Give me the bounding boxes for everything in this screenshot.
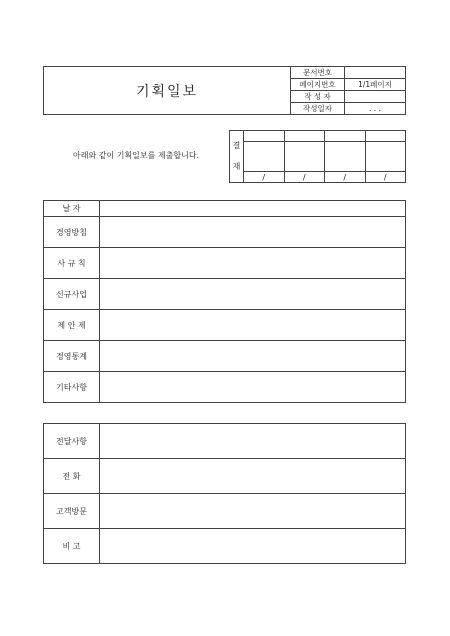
row-field-rules[interactable] bbox=[100, 248, 406, 279]
report-section-contact bbox=[43, 423, 406, 564]
approval-sign-1[interactable] bbox=[244, 142, 285, 172]
row-label-other: 기타사항 bbox=[44, 372, 100, 403]
approval-date-4[interactable]: / bbox=[365, 172, 406, 183]
doc-number-label: 문서번호 bbox=[291, 67, 345, 79]
row-label-policy: 경영방침 bbox=[44, 217, 100, 248]
page-number-label: 페이지번호 bbox=[291, 79, 345, 91]
row-field-statistics[interactable] bbox=[100, 341, 406, 372]
document-header bbox=[43, 66, 406, 115]
row-label-rules: 사 규 칙 bbox=[44, 248, 100, 279]
approval-sign-2[interactable] bbox=[284, 142, 325, 172]
row-label-new-business: 신규사업 bbox=[44, 279, 100, 310]
intro-text: 아래와 같이 기획일보를 제출합니다. bbox=[73, 151, 200, 160]
approval-box bbox=[229, 130, 406, 183]
row-field-other[interactable] bbox=[100, 372, 406, 403]
date-value[interactable]: . . . bbox=[345, 103, 406, 115]
approval-side-bottom: 재 bbox=[232, 161, 241, 171]
row-label-remarks: 비 고 bbox=[44, 529, 100, 564]
approval-side-label bbox=[230, 131, 244, 183]
date-row-label: 날 자 bbox=[44, 201, 100, 217]
doc-number-value[interactable] bbox=[345, 67, 406, 79]
date-row-field[interactable] bbox=[100, 201, 406, 217]
row-field-remarks[interactable] bbox=[100, 529, 406, 564]
approval-sign-4[interactable] bbox=[365, 142, 406, 172]
row-label-proposal: 제 안 제 bbox=[44, 310, 100, 341]
row-field-notice[interactable] bbox=[100, 424, 406, 459]
approval-date-1[interactable]: / bbox=[244, 172, 285, 183]
row-field-visit[interactable] bbox=[100, 494, 406, 529]
page-number-value: 1/1페이지 bbox=[345, 79, 406, 91]
row-field-phone[interactable] bbox=[100, 459, 406, 494]
document-title: 기획일보 bbox=[44, 67, 291, 115]
approval-date-2[interactable]: / bbox=[284, 172, 325, 183]
approval-side-top: 결 bbox=[232, 140, 241, 150]
approval-head-2[interactable] bbox=[284, 131, 325, 142]
approval-date-3[interactable]: / bbox=[325, 172, 366, 183]
approval-head-1[interactable] bbox=[244, 131, 285, 142]
approval-sign-3[interactable] bbox=[325, 142, 366, 172]
report-section-main bbox=[43, 200, 406, 403]
row-label-phone: 전 화 bbox=[44, 459, 100, 494]
date-label: 작성일자 bbox=[291, 103, 345, 115]
author-label: 작 성 자 bbox=[291, 91, 345, 103]
row-label-visit: 고객방문 bbox=[44, 494, 100, 529]
row-field-proposal[interactable] bbox=[100, 310, 406, 341]
approval-head-3[interactable] bbox=[325, 131, 366, 142]
row-label-notice: 전달사항 bbox=[44, 424, 100, 459]
row-field-policy[interactable] bbox=[100, 217, 406, 248]
approval-head-4[interactable] bbox=[365, 131, 406, 142]
row-field-new-business[interactable] bbox=[100, 279, 406, 310]
row-label-statistics: 경영통계 bbox=[44, 341, 100, 372]
author-value[interactable] bbox=[345, 91, 406, 103]
